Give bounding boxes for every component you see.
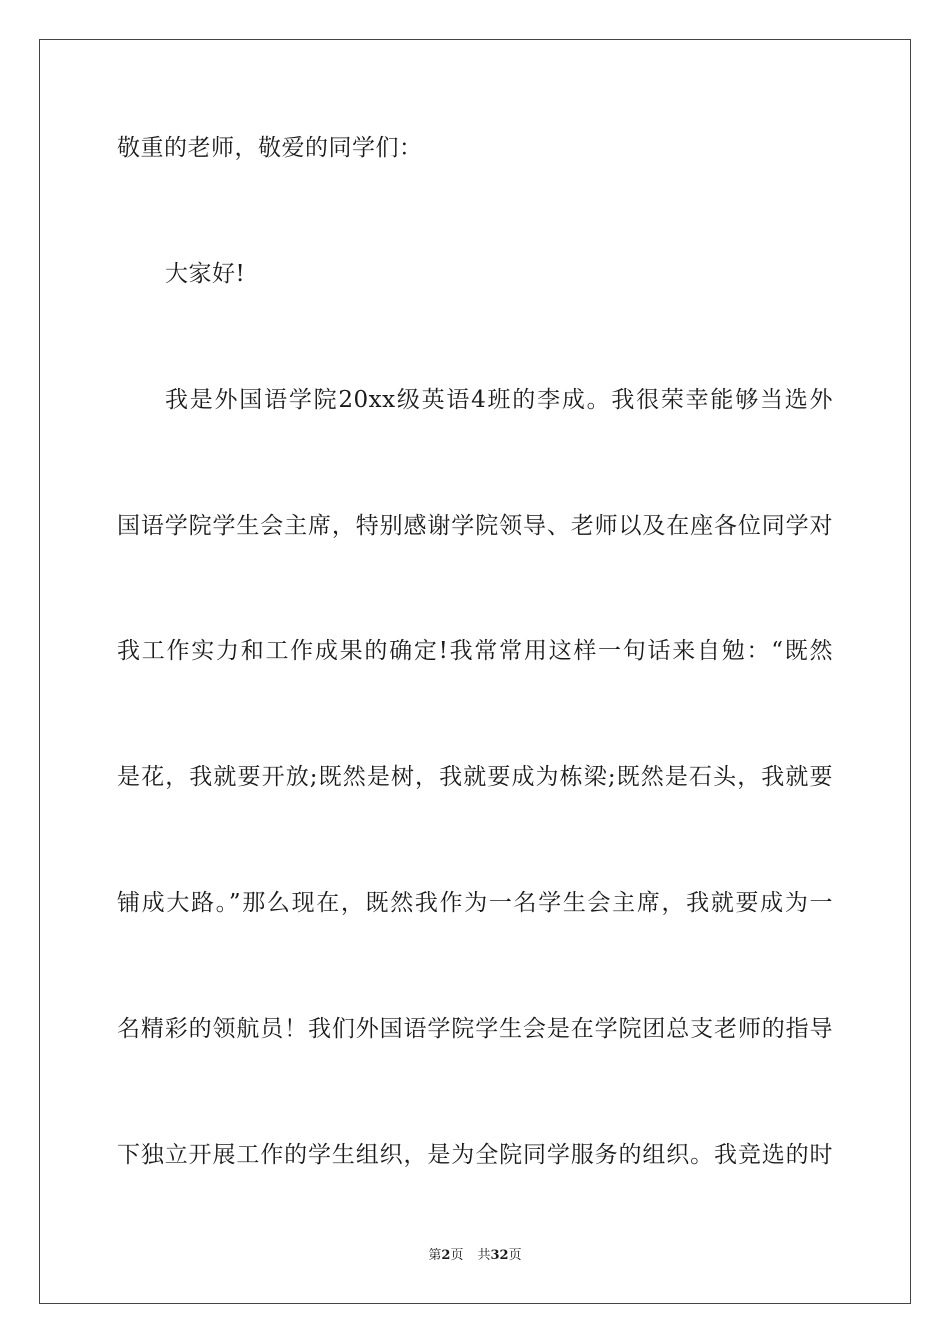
body-line-7: 下独立开展工作的学生组织，是为全院同学服务的组织。我竞选的时 <box>117 1142 833 1168</box>
page-number: 2 <box>441 1248 451 1263</box>
body-line-6: 名精彩的领航员！我们外国语学院学生会是在学院团总支老师的指导 <box>117 1016 833 1042</box>
total-pages: 32 <box>490 1248 509 1263</box>
greeting-line: 大家好! <box>165 261 246 287</box>
salutation-line: 敬重的老师，敬爱的同学们： <box>117 135 423 161</box>
body-line-1: 我是外国语学院20xx级英语4班的李成。我很荣幸能够当选外 <box>165 387 833 413</box>
total-suffix: 页 <box>508 1248 522 1263</box>
page-border <box>39 39 911 1304</box>
page-prefix: 第 <box>428 1248 442 1263</box>
total-prefix: 共 <box>477 1248 491 1263</box>
page-suffix: 页 <box>450 1248 464 1263</box>
page-footer <box>0 1247 950 1265</box>
body-line-3: 我工作实力和工作成果的确定!我常常用这样一句话来自勉：“既然 <box>117 638 833 664</box>
body-line-5: 铺成大路。”那么现在，既然我作为一名学生会主席，我就要成为一 <box>117 890 833 916</box>
body-line-4: 是花，我就要开放;既然是树，我就要成为栋梁;既然是石头，我就要 <box>117 764 833 790</box>
body-line-2: 国语学院学生会主席，特别感谢学院领导、老师以及在座各位同学对 <box>117 513 833 539</box>
